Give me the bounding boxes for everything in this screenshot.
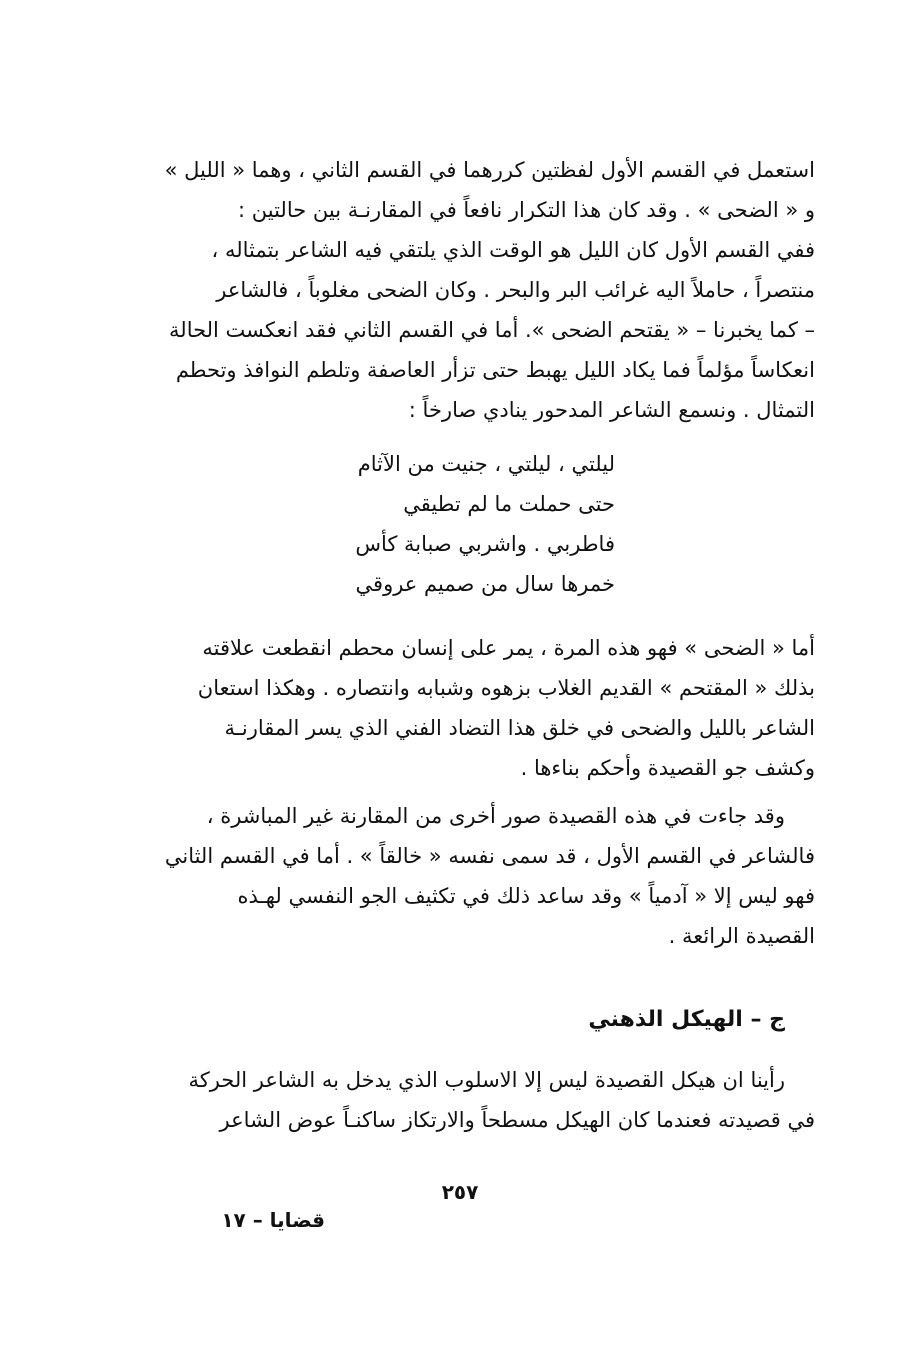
text-line: فالشاعر في القسم الأول ، قد سمى نفسه « خالقاً » . أما في القسم الثاني <box>164 844 815 868</box>
paragraph-3 <box>140 796 815 956</box>
verse-line: خمرها سال من صميم عروقي <box>355 572 615 596</box>
verse-line: حتى حملت ما لم تطيقي <box>403 492 615 516</box>
text-line: – كما يخبرنا – « يقتحم الضحى ». أما في القسم الثاني فقد انعكست الحالة <box>169 318 815 342</box>
text-line: وقد جاءت في هذه القصيدة صور أخرى من المقارنة غير المباشرة ، <box>206 804 785 828</box>
page-number: ٢٥٧ <box>441 1180 479 1204</box>
page-body <box>140 150 815 1140</box>
footer-signature: قضايا – ١٧ <box>221 1208 325 1232</box>
text-line: أما « الضحى » فهو هذه المرة ، يمر على إنسان محطم انقطعت علاقته <box>202 636 815 660</box>
text-line: في قصيدته فعندما كان الهيكل مسطحاً والارتكاز ساكنـاً عوض الشاعر <box>219 1108 815 1132</box>
text-line: فهو ليس إلا « آدمياً » وقد ساعد ذلك في تكثيف الجو النفسي لهـذه <box>237 884 815 908</box>
text-line: الشاعر بالليل والضحى في خلق هذا التضاد الفني الذي يسر المقارنـة <box>224 716 815 740</box>
spacer <box>140 788 815 796</box>
text-line: ففي القسم الأول كان الليل هو الوقت الذي يلتقي فيه الشاعر بتمثاله ، <box>211 238 815 262</box>
text-line: القصيدة الرائعة . <box>668 924 815 948</box>
text-line: التمثال . ونسمع الشاعر المدحور ينادي صارخاً : <box>408 398 815 422</box>
paragraph-4 <box>140 1060 815 1140</box>
verse-line: ليلتي ، ليلتي ، جنيت من الآثام <box>357 452 615 476</box>
paragraph-1 <box>140 150 815 430</box>
text-line: بذلك « المقتحم » القديم الغلاب بزهوه وشبابه وانتصاره . وهكذا استعان <box>197 676 815 700</box>
verse-line: فاطربي . واشربي صبابة كأس <box>355 532 615 556</box>
text-line: استعمل في القسم الأول لفظتين كررهما في القسم الثاني ، وهما « الليل » <box>164 158 815 182</box>
section-heading: ج – الهيكل الذهني <box>588 1007 785 1032</box>
text-line: وكشف جو القصيدة وأحكم بناءها . <box>520 756 815 780</box>
text-line: رأينا ان هيكل القصيدة ليس إلا الاسلوب الذي يدخل به الشاعر الحركة <box>188 1068 785 1092</box>
text-line: منتصراً ، حاملاً اليه غرائب البر والبحر . وكان الضحى مغلوباً ، فالشاعر <box>216 278 815 302</box>
text-line: و « الضحى » . وقد كان هذا التكرار نافعاً في المقارنـة بين حالتين : <box>238 198 815 222</box>
poem-verse <box>140 444 815 604</box>
paragraph-2 <box>140 628 815 788</box>
text-line: انعكاساً مؤلماً فما يكاد الليل يهبط حتى تزأر العاصفة وتلطم النوافذ وتحطم <box>175 358 815 382</box>
